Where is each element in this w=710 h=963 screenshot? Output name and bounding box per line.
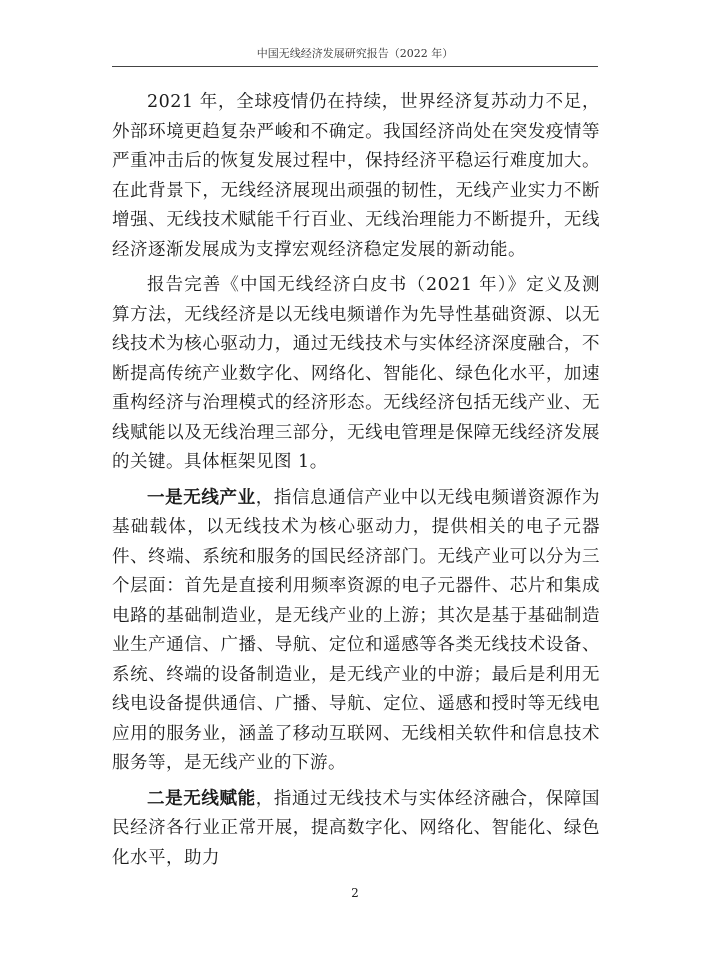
page-number: 2 <box>351 886 359 900</box>
body-text <box>112 88 600 879</box>
paragraph-text: ，指通过无线技术与实体经济融合，保障国民经济各行业正常开展，提高数字化、网络化、智能化、绿色化水平，助力 <box>112 788 600 868</box>
header-rule <box>112 66 598 67</box>
paragraph-text: 报告完善《中国无线经济白皮书（2021 年）》定义及测算方法，无线经济是以无线电频谱作为先导性基础资源、以无线技术为核心驱动力，通过无线技术与实体经济深度融合，不断提高传统产业数字化、网络化、智能化、绿色化水平，加速重构经济与治理模式的经济形态。无线经济包括无线产业、无线赋能以及无线治理三部分，无线电管理是保障无线经济发展的关键。具体框架见图 1。 <box>112 275 600 472</box>
paragraph-definition <box>112 271 600 478</box>
running-header: 中国无线经济发展研究报告（2022 年） <box>256 47 454 60</box>
paragraph-text: 2021 年，全球疫情仍在持续，世界经济复苏动力不足，外部环境更趋复杂严峻和不确定。我国经济尚处在突发疫情等严重冲击后的恢复发展过程中，保持经济平稳运行难度加大。在此背景下，无线经济展现出顽强的韧性，无线产业实力不断增强、无线技术赋能千行百业、无线治理能力不断提升，无线经济逐渐发展成为支撑宏观经济稳定发展的新动能。 <box>112 92 600 260</box>
paragraph-lead: 一是无线产业 <box>147 487 256 508</box>
paragraph-lead: 二是无线赋能 <box>147 788 256 809</box>
paragraph-background <box>112 88 600 265</box>
paragraph-wireless-industry <box>112 484 600 779</box>
paragraph-text: ，指信息通信产业中以无线电频谱资源作为基础载体，以无线技术为核心驱动力，提供相关的电子元器件、终端、系统和服务的国民经济部门。无线产业可以分为三个层面：首先是直接利用频率资源的电子元器件、芯片和集成电路的基础制造业，是无线产业的上游；其次是基于基础制造业生产通信、广播、导航、定位和遥感等各类无线技术设备、系统、终端的设备制造业，是无线产业的中游；最后是利用无线电设备提供通信、广播、导航、定位、遥感和授时等无线电应用的服务业，涵盖了移动互联网、无线相关软件和信息技术服务等，是无线产业的下游。 <box>112 487 600 773</box>
paragraph-wireless-empowerment <box>112 785 600 874</box>
